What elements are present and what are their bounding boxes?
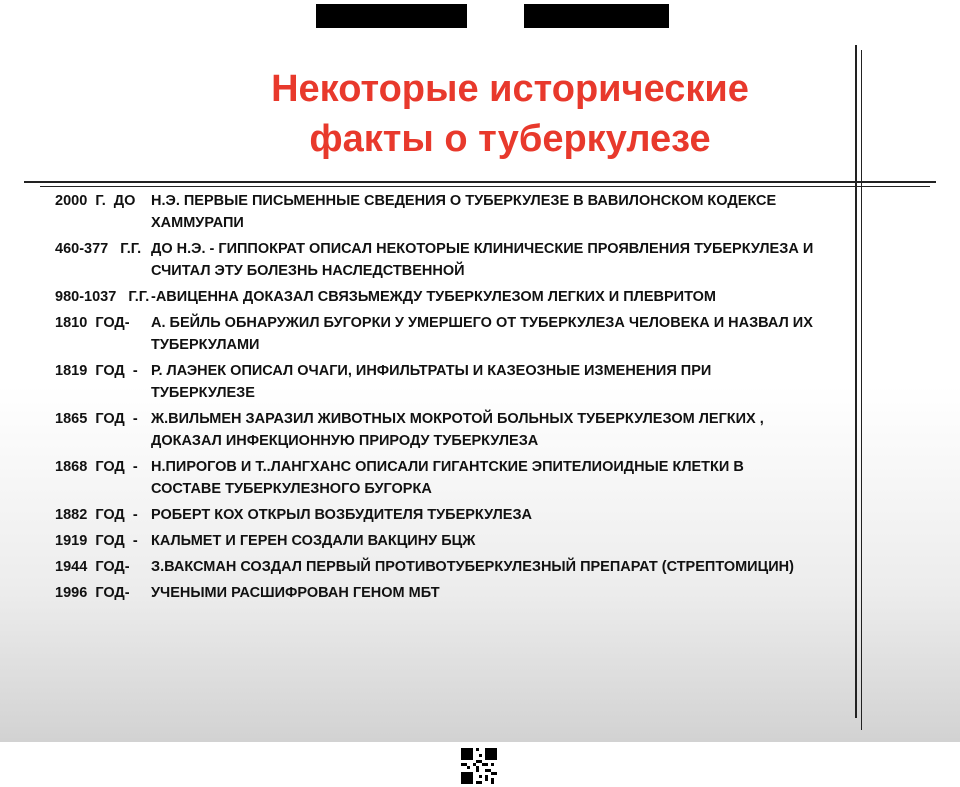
entry-text: -АВИЦЕННА ДОКАЗАЛ СВЯЗЬМЕЖДУ ТУБЕРКУЛЕЗОМ ЛЕГКИХ И ПЛЕВРИТОМ xyxy=(151,289,716,305)
entry-date: 1865 ГОД - xyxy=(55,411,138,427)
entry-text: РОБЕРТ КОХ ОТКРЫЛ ВОЗБУДИТЕЛЯ ТУБЕРКУЛЕЗА xyxy=(151,507,532,523)
entry-text: Н.Э. ПЕРВЫЕ ПИСЬМЕННЫЕ СВЕДЕНИЯ О ТУБЕРКУЛЕЗЕ В ВАВИЛОНСКОМ КОДЕКСЕ ХАММУРАПИ xyxy=(151,193,777,231)
entry-date: 1868 ГОД - xyxy=(55,459,138,475)
title-line-1: Некоторые исторические xyxy=(271,68,749,110)
title-line-2: факты о туберкулезе xyxy=(309,118,711,160)
list-item xyxy=(55,238,815,282)
entry-date: 460-377 Г.Г. xyxy=(55,241,142,257)
entry-text: Н.ПИРОГОВ И Т..ЛАНГХАНС ОПИСАЛИ ГИГАНТСКИЕ ЭПИТЕЛИОИДНЫЕ КЛЕТКИ В СОСТАВЕ ТУБЕРКУЛЕЗНОГО БУГОРКА xyxy=(151,459,744,497)
entry-text: КАЛЬМЕТ И ГЕРЕН СОЗДАЛИ ВАКЦИНУ БЦЖ xyxy=(151,533,476,549)
qr-code-icon xyxy=(461,748,497,784)
list-item xyxy=(55,530,815,552)
list-item xyxy=(55,286,815,308)
redaction-box-left xyxy=(316,4,467,28)
timeline-list xyxy=(55,190,815,608)
entry-text: ДО Н.Э. - ГИППОКРАТ ОПИСАЛ НЕКОТОРЫЕ КЛИНИЧЕСКИЕ ПРОЯВЛЕНИЯ ТУБЕРКУЛЕЗА И СЧИТАЛ ЭТУ БОЛЕЗНЬ НАСЛЕДСТВЕННОЙ xyxy=(151,241,814,279)
entry-text: УЧЕНЫМИ РАСШИФРОВАН ГЕНОМ МБТ xyxy=(151,585,440,601)
vertical-rule-right xyxy=(861,50,862,730)
list-item xyxy=(55,582,815,604)
list-item xyxy=(55,312,815,356)
entry-text: А. БЕЙЛЬ ОБНАРУЖИЛ БУГОРКИ У УМЕРШЕГО ОТ ТУБЕРКУЛЕЗА ЧЕЛОВЕКА И НАЗВАЛ ИХ ТУБЕРКУЛАМИ xyxy=(151,315,813,353)
entry-text: Р. ЛАЭНЕК ОПИСАЛ ОЧАГИ, ИНФИЛЬТРАТЫ И КАЗЕОЗНЫЕ ИЗМЕНЕНИЯ ПРИ ТУБЕРКУЛЕЗЕ xyxy=(151,363,712,401)
entry-text: Ж.ВИЛЬМЕН ЗАРАЗИЛ ЖИВОТНЫХ МОКРОТОЙ БОЛЬНЫХ ТУБЕРКУЛЕЗОМ ЛЕГКИХ , ДОКАЗАЛ ИНФЕКЦИОННУЮ ПРИРОДУ ТУБЕРКУЛЕЗА xyxy=(151,411,764,449)
entry-date: 1944 ГОД- xyxy=(55,559,130,575)
entry-date: 1919 ГОД - xyxy=(55,533,138,549)
entry-date: 1819 ГОД - xyxy=(55,363,138,379)
entry-date: 2000 Г. ДО xyxy=(55,193,136,209)
entry-date: 1996 ГОД- xyxy=(55,585,130,601)
entry-date: 1810 ГОД- xyxy=(55,315,130,331)
horizontal-rule-bottom xyxy=(40,186,930,187)
list-item xyxy=(55,556,815,578)
slide-title xyxy=(200,64,820,164)
list-item xyxy=(55,408,815,452)
redaction-box-right xyxy=(524,4,669,28)
list-item xyxy=(55,360,815,404)
list-item xyxy=(55,504,815,526)
horizontal-rule-top xyxy=(24,181,936,183)
entry-text: З.ВАКСМАН СОЗДАЛ ПЕРВЫЙ ПРОТИВОТУБЕРКУЛЕЗНЫЙ ПРЕПАРАТ (СТРЕПТОМИЦИН) xyxy=(151,559,794,575)
list-item xyxy=(55,190,815,234)
entry-date: 980-1037 Г.Г. xyxy=(55,289,150,305)
entry-date: 1882 ГОД - xyxy=(55,507,138,523)
list-item xyxy=(55,456,815,500)
vertical-rule-left xyxy=(855,45,857,718)
